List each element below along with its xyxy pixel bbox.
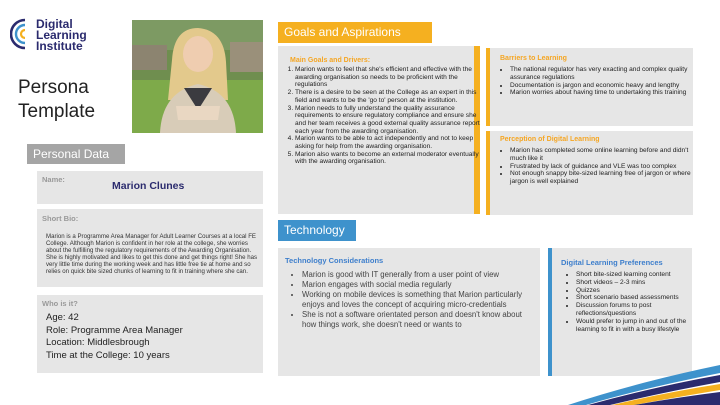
barriers-card bbox=[486, 48, 693, 126]
technology-header: Technology bbox=[278, 220, 356, 241]
preferences-accent bbox=[548, 248, 552, 376]
who-label: Who is it? bbox=[42, 299, 78, 308]
personal-data-header: Personal Data bbox=[27, 144, 125, 164]
list-item: • Marion engages with social media regularly bbox=[302, 280, 538, 290]
list-item: 4. Marion wants to be able to act independently and not to keep asking for help from the awarding organisation. bbox=[295, 135, 481, 150]
persona-photo bbox=[132, 20, 263, 133]
perception-card bbox=[486, 131, 693, 215]
list-item: 1. Marion wants to feel that she's efficient and effective with the awarding organisation so needs to be proficient with the regulations bbox=[295, 66, 481, 89]
list-item: • Short videos – 2-3 mins bbox=[576, 279, 696, 287]
list-item: • Documentation is jargon and economic heavy and lengthy bbox=[510, 82, 698, 90]
list-item: • Not enough snappy bite-sized learning free of jargon or where jargon is well explained bbox=[510, 170, 698, 186]
list-item: • She is not a software orientated person and doesn't know about how things work, she doesn't need or wants to bbox=[302, 310, 538, 330]
who-age: Age: 42 bbox=[46, 312, 79, 323]
preferences-label: Digital Learning Preferences bbox=[561, 258, 663, 267]
persona-photo-icon bbox=[132, 20, 263, 133]
corner-swoosh-icon bbox=[548, 360, 720, 405]
goals-header: Goals and Aspirations bbox=[278, 22, 432, 43]
page-title bbox=[18, 76, 95, 124]
page-title-line-2: Template bbox=[18, 101, 96, 122]
barriers-list bbox=[498, 66, 698, 97]
logo-line-1: Digital bbox=[36, 17, 73, 31]
name-card bbox=[37, 171, 263, 204]
perception-label: Perception of Digital Learning bbox=[500, 136, 600, 143]
list-item: 3. Marion needs to fully understand the quality assurance requirements to ensure regulatory compliance and ensure she and her team receives a good external quality assurance report each year from the awarding organisation. bbox=[295, 105, 481, 136]
logo bbox=[10, 16, 90, 56]
list-item: • Frustrated by lack of guidance and VLE was too complex bbox=[510, 163, 698, 171]
who-role: Role: Programme Area Manager bbox=[46, 324, 183, 336]
list-item: 5. Marion also wants to become an external moderator eventually with the awarding organisation. bbox=[295, 151, 481, 166]
logo-line-2: Learning bbox=[36, 28, 87, 42]
main-goals-list bbox=[284, 66, 481, 166]
preferences-card bbox=[548, 248, 692, 376]
main-goals-card bbox=[278, 46, 480, 214]
persona-name: Marion Clunes bbox=[112, 180, 185, 192]
bio-label: Short Bio: bbox=[42, 214, 79, 223]
perception-list bbox=[498, 147, 698, 186]
who-tenure: Time at the College: 10 years bbox=[46, 349, 170, 361]
bio-card bbox=[37, 209, 263, 287]
list-item: • Marion has completed some online learning before and didn't much like it bbox=[510, 147, 698, 163]
barriers-label: Barriers to Learning bbox=[500, 55, 567, 62]
bio-text: Marion is a Programme Area Manager for Adult Learner Courses at a local FE College. Although Marion is confident in her role at the college, she worries about the fulfilling the regulatory requirements of the Awarding Organisation. She is highly motivated and likes to get this done and get things right! She has very little time during the working week and has little free tie at home and so relies on quick bite sized chunks of learning to fit in training where she can. bbox=[46, 233, 258, 276]
who-card bbox=[37, 295, 263, 373]
page-title-line-1: Persona bbox=[18, 77, 89, 98]
list-item: • Short bite-sized learning content bbox=[576, 271, 696, 279]
list-item: 2. There is a desire to be seen at the College as an expert in this field and wants to be the 'go to' person at the institution. bbox=[295, 89, 481, 104]
list-item: • Would prefer to jump in and out of the learning to fit in with a busy lifestyle bbox=[576, 318, 696, 334]
barriers-accent bbox=[486, 48, 490, 126]
list-item: • Marion is good with IT generally from a user point of view bbox=[302, 270, 538, 280]
list-item: • Discussion forums to post reflections/questions bbox=[576, 302, 696, 318]
name-label: Name: bbox=[42, 175, 65, 184]
perception-accent bbox=[486, 131, 490, 215]
list-item: • The national regulator has very exacting and complex quality assurance regulations bbox=[510, 66, 698, 82]
list-item: • Short scenario based assessments bbox=[576, 294, 696, 302]
preferences-list bbox=[564, 271, 696, 333]
tech-considerations-label: Technology Considerations bbox=[285, 256, 384, 265]
list-item: • Marion worries about having time to undertaking this training bbox=[510, 89, 698, 97]
logo-line-3: Institute bbox=[36, 39, 83, 53]
who-location: Location: Middlesbrough bbox=[46, 337, 150, 348]
list-item: • Working on mobile devices is something that Marion particularly enjoys and loves the concept of acquiring micro-credentials bbox=[302, 290, 538, 310]
main-goals-label: Main Goals and Drivers: bbox=[290, 57, 371, 64]
tech-considerations-card bbox=[278, 248, 540, 376]
who-list bbox=[46, 312, 183, 362]
list-item: • Quizzes bbox=[576, 287, 696, 295]
tech-considerations-list bbox=[286, 270, 538, 330]
